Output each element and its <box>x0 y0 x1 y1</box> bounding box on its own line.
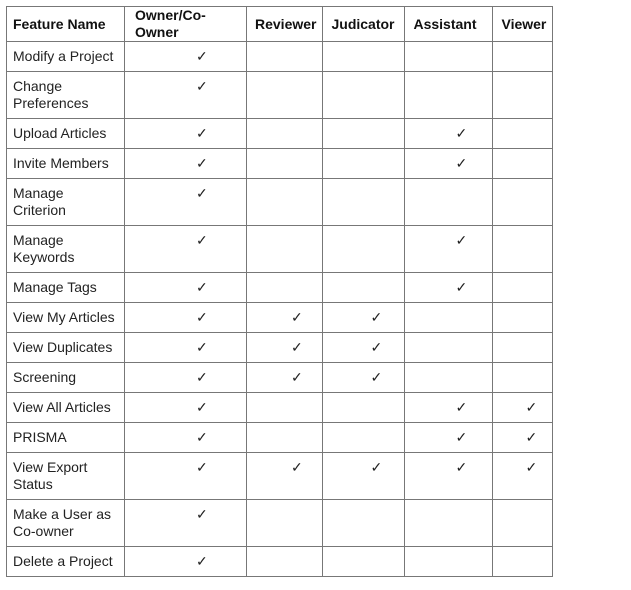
table-row <box>7 500 553 547</box>
reviewer-permission-cell <box>247 500 323 547</box>
owner-permission-cell <box>125 179 247 226</box>
checkmark-icon: ✓ <box>196 369 208 385</box>
header-judicator: Judicator <box>323 7 405 42</box>
owner-permission-cell <box>125 149 247 179</box>
table-row <box>7 179 553 226</box>
checkmark-icon: ✓ <box>196 339 208 355</box>
reviewer-permission-cell <box>247 393 323 423</box>
owner-permission-cell <box>125 393 247 423</box>
checkmark-icon: ✓ <box>196 155 208 171</box>
checkmark-icon: ✓ <box>291 309 303 325</box>
table-row <box>7 273 553 303</box>
header-reviewer: Reviewer <box>247 7 323 42</box>
assistant-permission-cell <box>405 72 493 119</box>
checkmark-icon: ✓ <box>525 399 538 415</box>
reviewer-permission-cell <box>247 149 323 179</box>
viewer-permission-cell <box>493 119 553 149</box>
header-feature-name: Feature Name <box>7 7 125 42</box>
checkmark-icon: ✓ <box>196 78 208 94</box>
reviewer-permission-cell <box>247 179 323 226</box>
checkmark-icon: ✓ <box>291 369 303 385</box>
judicator-permission-cell <box>323 393 405 423</box>
feature-name-cell: Manage Tags <box>7 273 125 303</box>
viewer-permission-cell <box>493 72 553 119</box>
owner-permission-cell <box>125 273 247 303</box>
checkmark-icon: ✓ <box>196 553 208 569</box>
viewer-permission-cell <box>493 500 553 547</box>
checkmark-icon: ✓ <box>196 399 208 415</box>
header-assistant: Assistant <box>405 7 493 42</box>
reviewer-permission-cell <box>247 226 323 273</box>
judicator-permission-cell <box>323 273 405 303</box>
header-viewer: Viewer <box>493 7 553 42</box>
table-row <box>7 333 553 363</box>
feature-name-cell: Modify a Project <box>7 42 125 72</box>
table-row <box>7 42 553 72</box>
assistant-permission-cell <box>405 453 493 500</box>
checkmark-icon: ✓ <box>196 185 208 201</box>
feature-name-cell: Manage Criterion <box>7 179 125 226</box>
table-row <box>7 453 553 500</box>
judicator-permission-cell <box>323 303 405 333</box>
table-row <box>7 226 553 273</box>
feature-name-cell: Delete a Project <box>7 547 125 577</box>
assistant-permission-cell <box>405 547 493 577</box>
viewer-permission-cell <box>493 226 553 273</box>
checkmark-icon: ✓ <box>370 369 383 385</box>
judicator-permission-cell <box>323 119 405 149</box>
checkmark-icon: ✓ <box>455 232 468 248</box>
assistant-permission-cell <box>405 226 493 273</box>
table-row <box>7 72 553 119</box>
assistant-permission-cell <box>405 42 493 72</box>
judicator-permission-cell <box>323 423 405 453</box>
reviewer-permission-cell <box>247 303 323 333</box>
judicator-permission-cell <box>323 72 405 119</box>
viewer-permission-cell <box>493 423 553 453</box>
judicator-permission-cell <box>323 149 405 179</box>
assistant-permission-cell <box>405 500 493 547</box>
assistant-permission-cell <box>405 119 493 149</box>
checkmark-icon: ✓ <box>455 399 468 415</box>
checkmark-icon: ✓ <box>196 429 208 445</box>
assistant-permission-cell <box>405 393 493 423</box>
feature-name-cell: View All Articles <box>7 393 125 423</box>
checkmark-icon: ✓ <box>455 155 468 171</box>
feature-name-cell: Invite Members <box>7 149 125 179</box>
checkmark-icon: ✓ <box>291 459 303 475</box>
judicator-permission-cell <box>323 226 405 273</box>
viewer-permission-cell <box>493 273 553 303</box>
viewer-permission-cell <box>493 453 553 500</box>
reviewer-permission-cell <box>247 363 323 393</box>
assistant-permission-cell <box>405 423 493 453</box>
assistant-permission-cell <box>405 149 493 179</box>
feature-name-cell: View Duplicates <box>7 333 125 363</box>
owner-permission-cell <box>125 423 247 453</box>
table-row <box>7 119 553 149</box>
feature-name-cell: View My Articles <box>7 303 125 333</box>
owner-permission-cell <box>125 119 247 149</box>
header-owner: Owner/Co-Owner <box>125 7 247 42</box>
judicator-permission-cell <box>323 363 405 393</box>
reviewer-permission-cell <box>247 453 323 500</box>
assistant-permission-cell <box>405 179 493 226</box>
checkmark-icon: ✓ <box>196 279 208 295</box>
feature-name-cell: Manage Keywords <box>7 226 125 273</box>
table-row <box>7 303 553 333</box>
checkmark-icon: ✓ <box>196 125 208 141</box>
feature-name-cell: Make a User as Co-owner <box>7 500 125 547</box>
viewer-permission-cell <box>493 303 553 333</box>
checkmark-icon: ✓ <box>196 309 208 325</box>
owner-permission-cell <box>125 500 247 547</box>
feature-name-cell: View Export Status <box>7 453 125 500</box>
table-row <box>7 393 553 423</box>
table-row <box>7 149 553 179</box>
owner-permission-cell <box>125 453 247 500</box>
header-row <box>7 7 553 42</box>
table-row <box>7 363 553 393</box>
owner-permission-cell <box>125 303 247 333</box>
owner-permission-cell <box>125 333 247 363</box>
judicator-permission-cell <box>323 333 405 363</box>
reviewer-permission-cell <box>247 333 323 363</box>
assistant-permission-cell <box>405 303 493 333</box>
checkmark-icon: ✓ <box>455 429 468 445</box>
table-row <box>7 547 553 577</box>
owner-permission-cell <box>125 363 247 393</box>
checkmark-icon: ✓ <box>525 429 538 445</box>
permissions-table <box>6 6 553 577</box>
reviewer-permission-cell <box>247 423 323 453</box>
checkmark-icon: ✓ <box>370 339 383 355</box>
checkmark-icon: ✓ <box>455 125 468 141</box>
owner-permission-cell <box>125 226 247 273</box>
viewer-permission-cell <box>493 149 553 179</box>
feature-name-cell: PRISMA <box>7 423 125 453</box>
reviewer-permission-cell <box>247 273 323 303</box>
assistant-permission-cell <box>405 333 493 363</box>
viewer-permission-cell <box>493 179 553 226</box>
checkmark-icon: ✓ <box>455 279 468 295</box>
reviewer-permission-cell <box>247 119 323 149</box>
judicator-permission-cell <box>323 453 405 500</box>
checkmark-icon: ✓ <box>196 232 208 248</box>
owner-permission-cell <box>125 547 247 577</box>
reviewer-permission-cell <box>247 547 323 577</box>
feature-name-cell: Screening <box>7 363 125 393</box>
checkmark-icon: ✓ <box>370 459 383 475</box>
assistant-permission-cell <box>405 363 493 393</box>
judicator-permission-cell <box>323 500 405 547</box>
viewer-permission-cell <box>493 363 553 393</box>
checkmark-icon: ✓ <box>525 459 538 475</box>
feature-name-cell: Change Preferences <box>7 72 125 119</box>
viewer-permission-cell <box>493 333 553 363</box>
judicator-permission-cell <box>323 179 405 226</box>
reviewer-permission-cell <box>247 72 323 119</box>
checkmark-icon: ✓ <box>291 339 303 355</box>
viewer-permission-cell <box>493 547 553 577</box>
checkmark-icon: ✓ <box>196 48 208 64</box>
checkmark-icon: ✓ <box>196 506 208 522</box>
checkmark-icon: ✓ <box>455 459 468 475</box>
viewer-permission-cell <box>493 393 553 423</box>
checkmark-icon: ✓ <box>370 309 383 325</box>
reviewer-permission-cell <box>247 42 323 72</box>
feature-name-cell: Upload Articles <box>7 119 125 149</box>
judicator-permission-cell <box>323 42 405 72</box>
viewer-permission-cell <box>493 42 553 72</box>
owner-permission-cell <box>125 42 247 72</box>
table-row <box>7 423 553 453</box>
checkmark-icon: ✓ <box>196 459 208 475</box>
table-body <box>7 42 553 577</box>
judicator-permission-cell <box>323 547 405 577</box>
owner-permission-cell <box>125 72 247 119</box>
assistant-permission-cell <box>405 273 493 303</box>
